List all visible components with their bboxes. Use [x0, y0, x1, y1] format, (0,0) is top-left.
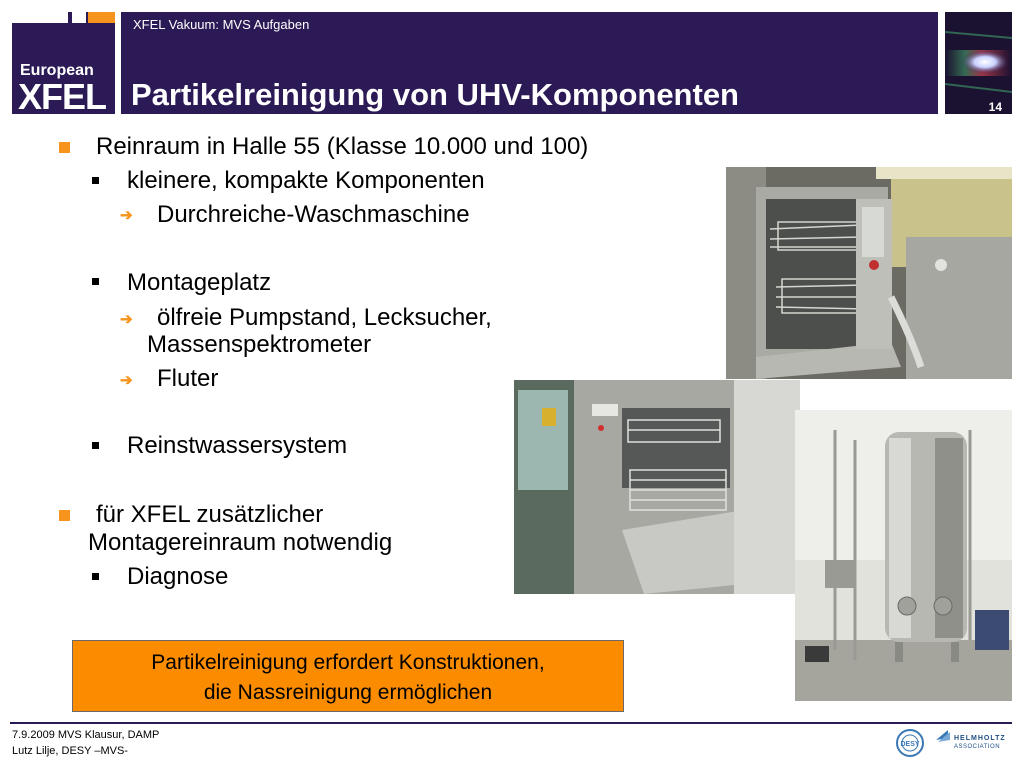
photo-washing-machine-rack	[514, 380, 800, 594]
title-bar	[121, 12, 938, 114]
logo-white-square-1	[12, 12, 68, 23]
logo-text-european: European	[20, 62, 94, 79]
footer-author: Lutz Lilje, DESY –MVS-	[12, 745, 128, 757]
logo-white-square-2	[72, 12, 86, 23]
bullet-square-black	[92, 177, 99, 184]
bullet-l3: Durchreiche-Waschmaschine	[157, 201, 470, 228]
bullet-l2: Diagnose	[127, 563, 229, 590]
light-streak-graphic	[945, 12, 1012, 114]
helmholtz-logo	[934, 728, 1014, 758]
course-title: XFEL Vakuum: MVS Aufgaben	[133, 17, 310, 32]
bullet-l1: Reinraum in Halle 55 (Klasse 10.000 und 100)	[96, 133, 589, 160]
bullet-l3: Fluter	[157, 365, 219, 392]
bullet-l1-continued: Montagereinraum notwendig	[88, 529, 393, 556]
photo-washing-machine-open	[726, 167, 1012, 379]
bullet-l2: kleinere, kompakte Komponenten	[127, 167, 485, 194]
bullet-l3: ölfreie Pumpstand, Lecksucher,	[157, 304, 492, 331]
bullet-square-orange	[59, 142, 70, 153]
bullet-l1: für XFEL zusätzlicher	[96, 501, 324, 528]
slide-title: Partikelreinigung von UHV-Komponenten	[131, 77, 739, 112]
bullet-l2: Montageplatz	[127, 269, 272, 296]
logo-orange-square	[88, 12, 115, 23]
desy-logo	[896, 729, 924, 757]
bullet-square-orange	[59, 510, 70, 521]
photo-pure-water-tank	[795, 410, 1012, 701]
header-decorative-image	[945, 12, 1012, 114]
footer-divider	[10, 722, 1012, 724]
helmholtz-logo-text: HELMHOLTZ	[954, 735, 1006, 742]
bullet-l3-continued: Massenspektrometer	[147, 331, 372, 358]
bullet-l2: Reinstwassersystem	[127, 432, 348, 459]
helmholtz-association-text: ASSOCIATION	[954, 744, 1001, 750]
slide-number: 14	[988, 100, 1002, 114]
callout-line-1: Partikelreinigung erfordert Konstruktionen,	[151, 651, 545, 674]
footer-date-event: 7.9.2009 MVS Klausur, DAMP	[12, 729, 160, 741]
conclusion-callout	[72, 640, 624, 712]
desy-logo-text: DESY	[900, 741, 920, 748]
bullet-square-black	[92, 278, 99, 285]
callout-line-2: die Nassreinigung ermöglichen	[203, 681, 493, 704]
bullet-square-black	[92, 573, 99, 580]
logo-text-xfel: XFEL	[18, 76, 107, 117]
bullet-square-black	[92, 442, 99, 449]
xfel-logo	[12, 12, 115, 117]
arrow-right-icon: ➔	[120, 207, 133, 224]
arrow-right-icon: ➔	[120, 372, 133, 389]
arrow-right-icon: ➔	[120, 311, 133, 328]
